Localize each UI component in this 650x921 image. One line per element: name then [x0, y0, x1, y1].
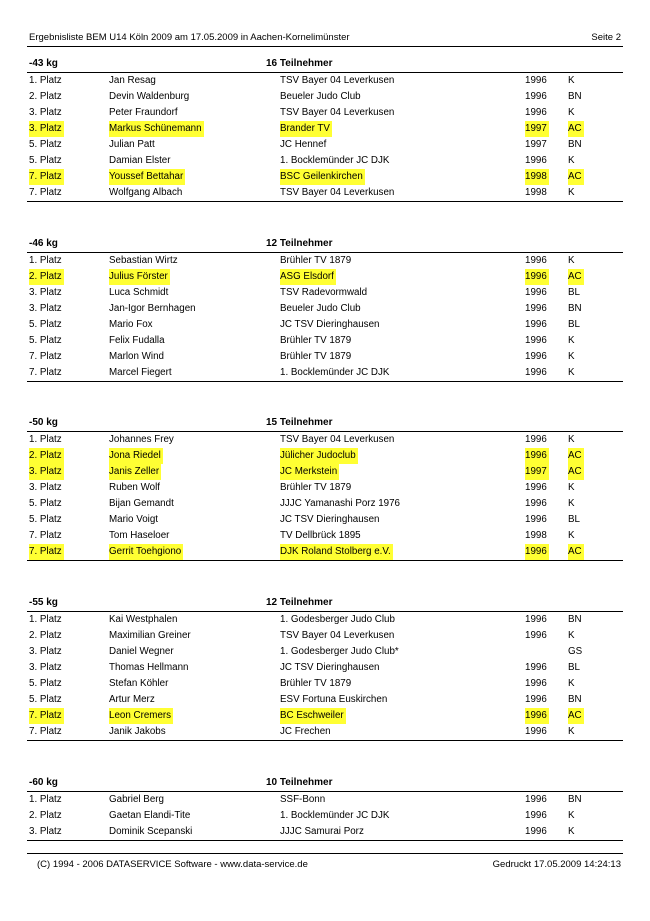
weight-class-label: -50 kg: [29, 417, 58, 428]
page-number: Seite 2: [591, 32, 621, 43]
placement: 5. Platz: [29, 498, 62, 509]
result-row: [27, 628, 623, 644]
region-code: BL: [568, 514, 580, 525]
placement: 5. Platz: [29, 694, 62, 705]
result-row: [27, 432, 623, 448]
result-row: [27, 105, 623, 121]
club-name: 1. Godesberger Judo Club*: [280, 646, 399, 657]
birth-year: 1996: [525, 107, 547, 118]
region-code: AC: [568, 169, 584, 185]
club-name: JJJC Samurai Porz: [280, 826, 364, 837]
section-header: [27, 595, 623, 612]
club-name: JC Merkstein: [280, 464, 339, 480]
region-code: BL: [568, 319, 580, 330]
weight-class-label: -60 kg: [29, 777, 58, 788]
result-row: [27, 528, 623, 544]
placement: 7. Platz: [29, 726, 62, 737]
club-name: TV Dellbrück 1895: [280, 530, 361, 541]
placement: 3. Platz: [29, 482, 62, 493]
birth-year: 1996: [525, 544, 549, 560]
section-header: [27, 56, 623, 73]
athlete-name: Jona Riedel: [109, 448, 163, 464]
region-code: AC: [568, 269, 584, 285]
result-row-highlighted: [27, 169, 623, 185]
club-name: TSV Bayer 04 Leverkusen: [280, 434, 395, 445]
club-name: DJK Roland Stolberg e.V.: [280, 544, 393, 560]
result-row-highlighted: [27, 544, 623, 560]
placement: 1. Platz: [29, 75, 62, 86]
result-row: [27, 253, 623, 269]
club-name: Brühler TV 1879: [280, 335, 352, 346]
section-header: [27, 236, 623, 253]
birth-year: 1996: [525, 794, 547, 805]
club-name: Brühler TV 1879: [280, 678, 352, 689]
region-code: K: [568, 255, 575, 266]
region-code: BN: [568, 139, 582, 150]
athlete-name: Artur Merz: [109, 694, 155, 705]
athlete-name: Gerrit Toehgiono: [109, 544, 183, 560]
athlete-name: Jan Resag: [109, 75, 156, 86]
participant-count: 10 Teilnehmer: [266, 777, 333, 788]
club-name: JC TSV Dieringhausen: [280, 319, 380, 330]
club-name: TSV Bayer 04 Leverkusen: [280, 630, 395, 641]
region-code: K: [568, 75, 575, 86]
participant-count: 12 Teilnehmer: [266, 597, 333, 608]
athlete-name: Janik Jakobs: [109, 726, 166, 737]
athlete-name: Maximilian Greiner: [109, 630, 191, 641]
club-name: Brühler TV 1879: [280, 482, 352, 493]
result-row: [27, 612, 623, 628]
result-row-highlighted: [27, 708, 623, 724]
result-row: [27, 512, 623, 528]
birth-year: 1996: [525, 351, 547, 362]
section-divider: [27, 740, 623, 741]
section-header: [27, 415, 623, 432]
placement: 7. Platz: [29, 351, 62, 362]
athlete-name: Stefan Köhler: [109, 678, 169, 689]
athlete-name: Damian Elster: [109, 155, 171, 166]
placement: 7. Platz: [29, 367, 62, 378]
athlete-name: Thomas Hellmann: [109, 662, 189, 673]
region-code: K: [568, 351, 575, 362]
section-divider: [27, 201, 623, 202]
region-code: BN: [568, 694, 582, 705]
result-row: [27, 137, 623, 153]
result-row: [27, 692, 623, 708]
athlete-name: Jan-Igor Bernhagen: [109, 303, 196, 314]
club-name: JC Frechen: [280, 726, 331, 737]
result-row: [27, 724, 623, 740]
page-footer: [27, 853, 623, 870]
result-row: [27, 365, 623, 381]
club-name: Beueler Judo Club: [280, 303, 361, 314]
birth-year: 1997: [525, 121, 549, 137]
placement: 5. Platz: [29, 678, 62, 689]
result-row: [27, 792, 623, 808]
athlete-name: Julius Förster: [109, 269, 170, 285]
print-timestamp: Gedruckt 17.05.2009 14:24:13: [492, 859, 621, 870]
weight-class-label: -55 kg: [29, 597, 58, 608]
club-name: JJJC Yamanashi Porz 1976: [280, 498, 400, 509]
result-row: [27, 660, 623, 676]
result-row: [27, 317, 623, 333]
placement: 2. Platz: [29, 269, 64, 285]
region-code: GS: [568, 646, 583, 657]
birth-year: 1996: [525, 694, 547, 705]
club-name: BC Eschweiler: [280, 708, 346, 724]
region-code: AC: [568, 448, 584, 464]
club-name: 1. Godesberger Judo Club: [280, 614, 395, 625]
region-code: K: [568, 434, 575, 445]
placement: 7. Platz: [29, 530, 62, 541]
club-name: ASG Elsdorf: [280, 269, 336, 285]
club-name: Jülicher Judoclub: [280, 448, 358, 464]
club-name: SSF-Bonn: [280, 794, 326, 805]
placement: 3. Platz: [29, 287, 62, 298]
athlete-name: Ruben Wolf: [109, 482, 161, 493]
birth-year: 1996: [525, 614, 547, 625]
birth-year: 1997: [525, 139, 547, 150]
region-code: BN: [568, 794, 582, 805]
page-header: [27, 30, 623, 47]
birth-year: 1996: [525, 335, 547, 346]
club-name: TSV Bayer 04 Leverkusen: [280, 75, 395, 86]
placement: 5. Platz: [29, 335, 62, 346]
copyright-notice: (C) 1994 - 2006 DATASERVICE Software - www.data-service.de: [37, 859, 308, 870]
club-name: Brühler TV 1879: [280, 255, 352, 266]
athlete-name: Youssef Bettahar: [109, 169, 185, 185]
athlete-name: Janis Zeller: [109, 464, 161, 480]
birth-year: 1997: [525, 464, 549, 480]
placement: 3. Platz: [29, 464, 64, 480]
athlete-name: Julian Patt: [109, 139, 155, 150]
placement: 7. Platz: [29, 169, 64, 185]
club-name: 1. Bocklemünder JC DJK: [280, 810, 390, 821]
weight-class-label: -46 kg: [29, 238, 58, 249]
club-name: Beueler Judo Club: [280, 91, 361, 102]
placement: 5. Platz: [29, 319, 62, 330]
region-code: K: [568, 482, 575, 493]
result-row: [27, 676, 623, 692]
placement: 5. Platz: [29, 155, 62, 166]
birth-year: 1996: [525, 726, 547, 737]
section-header: [27, 775, 623, 792]
club-name: TSV Radevormwald: [280, 287, 368, 298]
region-code: K: [568, 107, 575, 118]
birth-year: 1996: [525, 630, 547, 641]
athlete-name: Daniel Wegner: [109, 646, 174, 657]
placement: 3. Platz: [29, 826, 62, 837]
club-name: JC Hennef: [280, 139, 327, 150]
section-divider: [27, 381, 623, 382]
birth-year: 1996: [525, 303, 547, 314]
placement: 7. Platz: [29, 544, 64, 560]
participant-count: 15 Teilnehmer: [266, 417, 333, 428]
birth-year: 1996: [525, 826, 547, 837]
result-row: [27, 333, 623, 349]
region-code: K: [568, 678, 575, 689]
birth-year: 1998: [525, 187, 547, 198]
club-name: JC TSV Dieringhausen: [280, 662, 380, 673]
placement: 1. Platz: [29, 255, 62, 266]
athlete-name: Marcel Fiegert: [109, 367, 172, 378]
region-code: K: [568, 367, 575, 378]
athlete-name: Mario Voigt: [109, 514, 159, 525]
region-code: K: [568, 726, 575, 737]
placement: 3. Platz: [29, 107, 62, 118]
birth-year: 1996: [525, 810, 547, 821]
club-name: 1. Bocklemünder JC DJK: [280, 367, 390, 378]
result-row: [27, 496, 623, 512]
athlete-name: Wolfgang Albach: [109, 187, 183, 198]
athlete-name: Kai Westphalen: [109, 614, 178, 625]
region-code: K: [568, 530, 575, 541]
placement: 7. Platz: [29, 187, 62, 198]
result-row-highlighted: [27, 269, 623, 285]
placement: 2. Platz: [29, 91, 62, 102]
result-row: [27, 644, 623, 660]
result-row: [27, 349, 623, 365]
athlete-name: Marlon Wind: [109, 351, 164, 362]
region-code: K: [568, 630, 575, 641]
region-code: AC: [568, 708, 584, 724]
placement: 1. Platz: [29, 614, 62, 625]
result-row: [27, 153, 623, 169]
birth-year: 1996: [525, 662, 547, 673]
birth-year: 1996: [525, 269, 549, 285]
region-code: K: [568, 155, 575, 166]
birth-year: 1998: [525, 530, 547, 541]
birth-year: 1996: [525, 75, 547, 86]
placement: 2. Platz: [29, 810, 62, 821]
region-code: K: [568, 187, 575, 198]
region-code: AC: [568, 544, 584, 560]
result-row: [27, 73, 623, 89]
document-title: Ergebnisliste BEM U14 Köln 2009 am 17.05.2009 in Aachen-Kornelimünster: [29, 32, 350, 43]
athlete-name: Bijan Gemandt: [109, 498, 174, 509]
placement: 7. Platz: [29, 708, 64, 724]
region-code: BL: [568, 662, 580, 673]
birth-year: 1996: [525, 367, 547, 378]
birth-year: 1998: [525, 169, 549, 185]
result-row: [27, 824, 623, 840]
birth-year: 1996: [525, 287, 547, 298]
placement: 3. Platz: [29, 646, 62, 657]
athlete-name: Luca Schmidt: [109, 287, 169, 298]
athlete-name: Gaetan Elandi-Tite: [109, 810, 191, 821]
club-name: ESV Fortuna Euskirchen: [280, 694, 388, 705]
participant-count: 16 Teilnehmer: [266, 58, 333, 69]
athlete-name: Peter Fraundorf: [109, 107, 178, 118]
region-code: BL: [568, 287, 580, 298]
region-code: K: [568, 810, 575, 821]
region-code: AC: [568, 121, 584, 137]
result-row: [27, 480, 623, 496]
placement: 5. Platz: [29, 514, 62, 525]
result-row-highlighted: [27, 464, 623, 480]
result-row-highlighted: [27, 121, 623, 137]
result-row: [27, 301, 623, 317]
region-code: K: [568, 498, 575, 509]
placement: 5. Platz: [29, 139, 62, 150]
athlete-name: Devin Waldenburg: [109, 91, 190, 102]
birth-year: 1996: [525, 678, 547, 689]
birth-year: 1996: [525, 448, 549, 464]
placement: 3. Platz: [29, 121, 64, 137]
weight-class-section: [27, 775, 623, 841]
weight-class-label: -43 kg: [29, 58, 58, 69]
region-code: BN: [568, 91, 582, 102]
athlete-name: Sebastian Wirtz: [109, 255, 178, 266]
region-code: BN: [568, 614, 582, 625]
birth-year: 1996: [525, 708, 549, 724]
result-row-highlighted: [27, 448, 623, 464]
placement: 2. Platz: [29, 630, 62, 641]
section-divider: [27, 840, 623, 841]
club-name: JC TSV Dieringhausen: [280, 514, 380, 525]
weight-class-section: [27, 56, 623, 202]
club-name: 1. Bocklemünder JC DJK: [280, 155, 390, 166]
result-row: [27, 89, 623, 105]
athlete-name: Johannes Frey: [109, 434, 174, 445]
placement: 3. Platz: [29, 303, 62, 314]
region-code: K: [568, 826, 575, 837]
birth-year: 1996: [525, 319, 547, 330]
placement: 2. Platz: [29, 448, 64, 464]
result-row: [27, 185, 623, 201]
athlete-name: Gabriel Berg: [109, 794, 164, 805]
birth-year: 1996: [525, 155, 547, 166]
athlete-name: Dominik Scepanski: [109, 826, 193, 837]
region-code: K: [568, 335, 575, 346]
birth-year: 1996: [525, 498, 547, 509]
placement: 3. Platz: [29, 662, 62, 673]
birth-year: 1996: [525, 255, 547, 266]
region-code: AC: [568, 464, 584, 480]
placement: 1. Platz: [29, 794, 62, 805]
birth-year: 1996: [525, 514, 547, 525]
athlete-name: Felix Fudalla: [109, 335, 165, 346]
club-name: BSC Geilenkirchen: [280, 169, 365, 185]
club-name: Brühler TV 1879: [280, 351, 352, 362]
weight-class-section: [27, 415, 623, 561]
participant-count: 12 Teilnehmer: [266, 238, 333, 249]
weight-class-section: [27, 236, 623, 382]
club-name: TSV Bayer 04 Leverkusen: [280, 187, 395, 198]
athlete-name: Mario Fox: [109, 319, 153, 330]
club-name: Brander TV: [280, 121, 332, 137]
result-row: [27, 285, 623, 301]
athlete-name: Markus Schünemann: [109, 121, 204, 137]
birth-year: 1996: [525, 482, 547, 493]
placement: 1. Platz: [29, 434, 62, 445]
athlete-name: Tom Haseloer: [109, 530, 170, 541]
result-row: [27, 808, 623, 824]
birth-year: 1996: [525, 91, 547, 102]
section-divider: [27, 560, 623, 561]
athlete-name: Leon Cremers: [109, 708, 173, 724]
weight-class-section: [27, 595, 623, 741]
club-name: TSV Bayer 04 Leverkusen: [280, 107, 395, 118]
birth-year: 1996: [525, 434, 547, 445]
region-code: BN: [568, 303, 582, 314]
